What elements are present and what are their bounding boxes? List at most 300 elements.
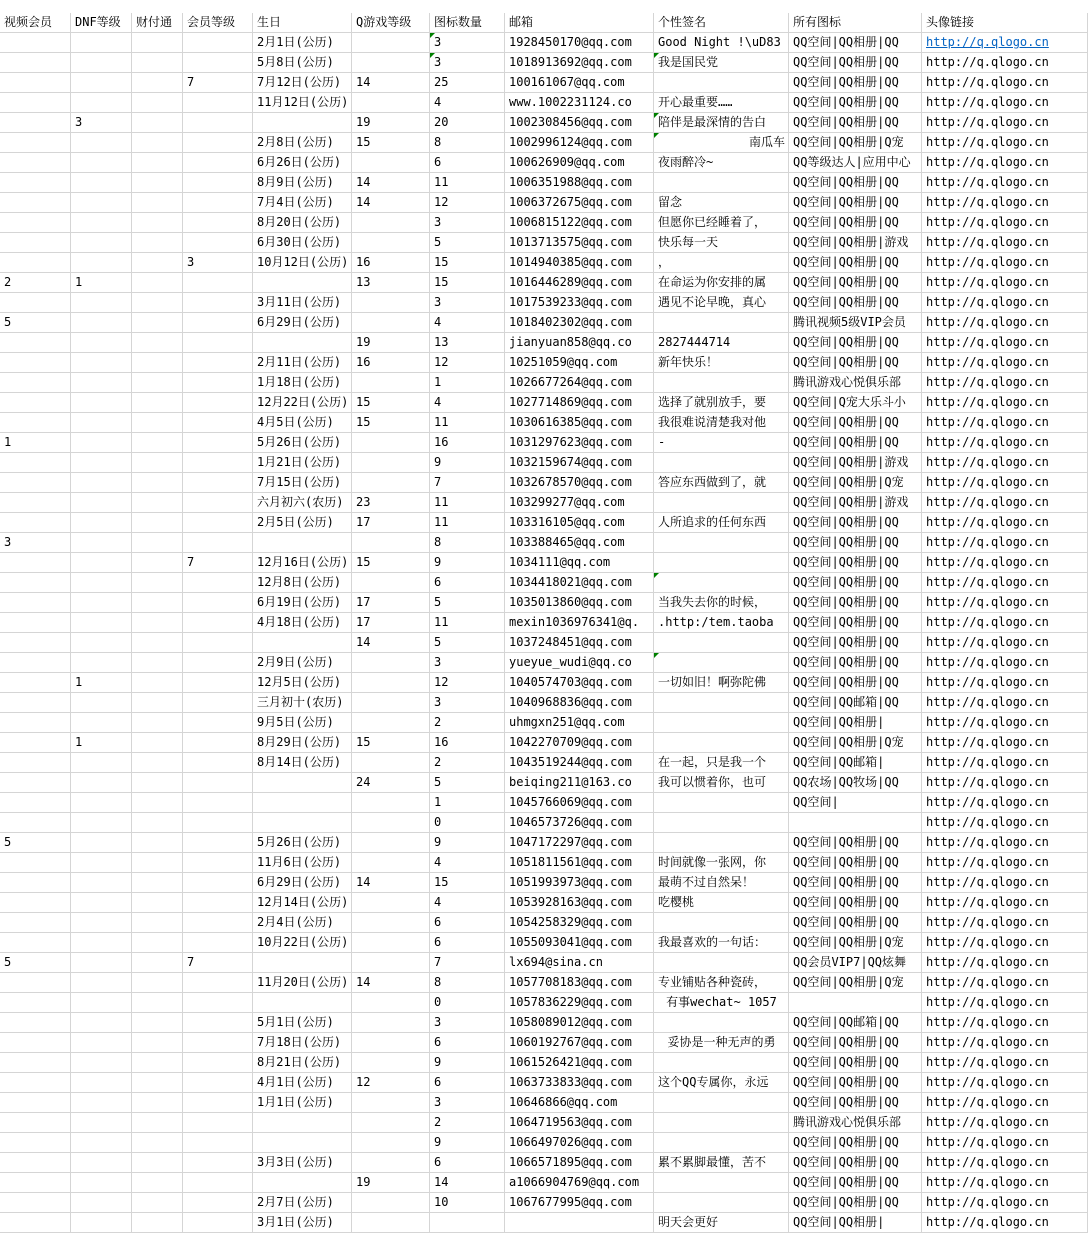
cell-icon_count[interactable]: 25 — [430, 73, 505, 93]
cell-avatar_url[interactable]: http://q.qlogo.cn — [922, 1153, 1088, 1173]
column-header-icon_count[interactable]: 图标数量 — [430, 13, 505, 33]
cell-qgame_level[interactable] — [352, 853, 430, 873]
cell-signature[interactable]: 妥协是一种无声的勇 — [654, 1033, 789, 1053]
cell-video_vip[interactable] — [0, 1213, 71, 1233]
cell-vip_level[interactable] — [183, 1133, 253, 1153]
column-header-avatar_url[interactable]: 头像链接 — [922, 13, 1088, 33]
cell-qgame_level[interactable] — [352, 1093, 430, 1113]
cell-qgame_level[interactable]: 15 — [352, 733, 430, 753]
cell-qgame_level[interactable]: 14 — [352, 173, 430, 193]
cell-video_vip[interactable] — [0, 673, 71, 693]
cell-qgame_level[interactable] — [352, 1153, 430, 1173]
cell-qgame_level[interactable] — [352, 993, 430, 1013]
cell-birthday[interactable]: 7月12日(公历) — [253, 73, 352, 93]
cell-video_vip[interactable] — [0, 1133, 71, 1153]
cell-qgame_level[interactable] — [352, 1193, 430, 1213]
cell-icon_count[interactable]: 11 — [430, 613, 505, 633]
cell-signature[interactable] — [654, 313, 789, 333]
cell-birthday[interactable]: 6月26日(公历) — [253, 153, 352, 173]
cell-signature[interactable] — [654, 453, 789, 473]
cell-video_vip[interactable] — [0, 33, 71, 53]
cell-icon_count[interactable]: 1 — [430, 373, 505, 393]
cell-vip_level[interactable] — [183, 433, 253, 453]
cell-all_icons[interactable]: QQ空间|QQ相册|QQ — [789, 413, 922, 433]
cell-dnf_level[interactable] — [71, 293, 132, 313]
cell-vip_level[interactable]: 7 — [183, 73, 253, 93]
cell-vip_level[interactable] — [183, 133, 253, 153]
cell-icon_count[interactable]: 11 — [430, 493, 505, 513]
cell-tenpay[interactable] — [132, 113, 183, 133]
cell-avatar_url[interactable]: http://q.qlogo.cn — [922, 993, 1088, 1013]
cell-qgame_level[interactable] — [352, 753, 430, 773]
cell-birthday[interactable]: 8月20日(公历) — [253, 213, 352, 233]
cell-tenpay[interactable] — [132, 73, 183, 93]
cell-dnf_level[interactable]: 1 — [71, 733, 132, 753]
cell-dnf_level[interactable] — [71, 553, 132, 573]
cell-icon_count[interactable]: 3 — [430, 293, 505, 313]
cell-icon_count[interactable]: 1 — [430, 793, 505, 813]
cell-qgame_level[interactable]: 19 — [352, 333, 430, 353]
cell-tenpay[interactable] — [132, 1013, 183, 1033]
cell-birthday[interactable]: 3月3日(公历) — [253, 1153, 352, 1173]
cell-tenpay[interactable] — [132, 653, 183, 673]
cell-video_vip[interactable] — [0, 93, 71, 113]
cell-qgame_level[interactable] — [352, 713, 430, 733]
cell-icon_count[interactable]: 3 — [430, 653, 505, 673]
cell-icon_count[interactable]: 11 — [430, 413, 505, 433]
cell-signature[interactable]: 我可以惯着你，也可 — [654, 773, 789, 793]
cell-birthday[interactable]: 三月初十(农历) — [253, 693, 352, 713]
cell-all_icons[interactable] — [789, 993, 922, 1013]
cell-tenpay[interactable] — [132, 613, 183, 633]
cell-email[interactable]: 1928450170@qq.com — [505, 33, 654, 53]
cell-signature[interactable] — [654, 733, 789, 753]
cell-signature[interactable]: 我最喜欢的一句话： — [654, 933, 789, 953]
cell-email[interactable]: 1034418021@qq.com — [505, 573, 654, 593]
cell-tenpay[interactable] — [132, 33, 183, 53]
cell-dnf_level[interactable] — [71, 1013, 132, 1033]
cell-email[interactable]: 1063733833@qq.com — [505, 1073, 654, 1093]
cell-email[interactable]: 1054258329@qq.com — [505, 913, 654, 933]
cell-tenpay[interactable] — [132, 473, 183, 493]
cell-signature[interactable]: 人所追求的任何东西 — [654, 513, 789, 533]
cell-icon_count[interactable]: 6 — [430, 913, 505, 933]
cell-qgame_level[interactable]: 14 — [352, 633, 430, 653]
cell-video_vip[interactable]: 5 — [0, 313, 71, 333]
cell-avatar_url[interactable]: http://q.qlogo.cn — [922, 613, 1088, 633]
cell-video_vip[interactable]: 3 — [0, 533, 71, 553]
cell-vip_level[interactable] — [183, 1213, 253, 1233]
cell-all_icons[interactable]: QQ空间|QQ相册|QQ — [789, 613, 922, 633]
cell-tenpay[interactable] — [132, 833, 183, 853]
cell-vip_level[interactable] — [183, 1093, 253, 1113]
cell-birthday[interactable] — [253, 773, 352, 793]
cell-signature[interactable]: - — [654, 433, 789, 453]
cell-avatar_url[interactable]: http://q.qlogo.cn — [922, 353, 1088, 373]
cell-vip_level[interactable] — [183, 673, 253, 693]
cell-signature[interactable]: 吃樱桃 — [654, 893, 789, 913]
cell-icon_count[interactable]: 4 — [430, 93, 505, 113]
cell-video_vip[interactable] — [0, 413, 71, 433]
cell-birthday[interactable]: 1月18日(公历) — [253, 373, 352, 393]
cell-tenpay[interactable] — [132, 453, 183, 473]
cell-avatar_url[interactable]: http://q.qlogo.cn — [922, 253, 1088, 273]
cell-tenpay[interactable] — [132, 133, 183, 153]
cell-tenpay[interactable] — [132, 513, 183, 533]
cell-video_vip[interactable] — [0, 353, 71, 373]
cell-vip_level[interactable] — [183, 1113, 253, 1133]
cell-email[interactable]: www.1002231124.co — [505, 93, 654, 113]
cell-email[interactable]: 1061526421@qq.com — [505, 1053, 654, 1073]
cell-vip_level[interactable] — [183, 93, 253, 113]
cell-signature[interactable] — [654, 913, 789, 933]
cell-all_icons[interactable]: QQ空间|QQ相册|QQ — [789, 193, 922, 213]
cell-birthday[interactable]: 4月5日(公历) — [253, 413, 352, 433]
cell-video_vip[interactable] — [0, 593, 71, 613]
cell-avatar_url[interactable]: http://q.qlogo.cn — [922, 813, 1088, 833]
cell-qgame_level[interactable]: 16 — [352, 353, 430, 373]
cell-icon_count[interactable]: 3 — [430, 213, 505, 233]
cell-vip_level[interactable] — [183, 1033, 253, 1053]
cell-email[interactable]: 1066571895@qq.com — [505, 1153, 654, 1173]
cell-vip_level[interactable] — [183, 573, 253, 593]
cell-all_icons[interactable]: QQ空间|QQ相册|QQ — [789, 353, 922, 373]
cell-tenpay[interactable] — [132, 233, 183, 253]
cell-email[interactable]: 100161067@qq.com — [505, 73, 654, 93]
cell-signature[interactable] — [654, 373, 789, 393]
cell-signature[interactable] — [654, 1053, 789, 1073]
cell-birthday[interactable]: 6月30日(公历) — [253, 233, 352, 253]
cell-signature[interactable]: ， — [654, 253, 789, 273]
cell-email[interactable]: 1067677995@qq.com — [505, 1193, 654, 1213]
cell-dnf_level[interactable] — [71, 713, 132, 733]
cell-icon_count[interactable]: 2 — [430, 753, 505, 773]
cell-avatar_url[interactable]: http://q.qlogo.cn — [922, 193, 1088, 213]
cell-all_icons[interactable]: QQ空间|QQ相册|QQ — [789, 533, 922, 553]
cell-signature[interactable]: 南瓜车 — [654, 133, 789, 153]
cell-tenpay[interactable] — [132, 533, 183, 553]
cell-vip_level[interactable] — [183, 1013, 253, 1033]
cell-qgame_level[interactable] — [352, 233, 430, 253]
cell-dnf_level[interactable] — [71, 353, 132, 373]
cell-vip_level[interactable] — [183, 313, 253, 333]
cell-dnf_level[interactable] — [71, 473, 132, 493]
cell-email[interactable]: mexin1036976341@q. — [505, 613, 654, 633]
cell-birthday[interactable]: 2月8日(公历) — [253, 133, 352, 153]
cell-qgame_level[interactable] — [352, 1053, 430, 1073]
cell-vip_level[interactable] — [183, 113, 253, 133]
cell-video_vip[interactable] — [0, 513, 71, 533]
cell-email[interactable]: jianyuan858@qq.co — [505, 333, 654, 353]
cell-dnf_level[interactable] — [71, 1173, 132, 1193]
cell-signature[interactable]: 2827444714 — [654, 333, 789, 353]
cell-icon_count[interactable]: 0 — [430, 813, 505, 833]
cell-dnf_level[interactable] — [71, 413, 132, 433]
cell-dnf_level[interactable] — [71, 973, 132, 993]
cell-all_icons[interactable]: QQ空间|QQ相册|QQ — [789, 673, 922, 693]
cell-email[interactable]: 1040574703@qq.com — [505, 673, 654, 693]
cell-vip_level[interactable] — [183, 813, 253, 833]
cell-video_vip[interactable] — [0, 393, 71, 413]
cell-qgame_level[interactable] — [352, 573, 430, 593]
cell-birthday[interactable] — [253, 633, 352, 653]
cell-qgame_level[interactable] — [352, 1113, 430, 1133]
cell-avatar_url[interactable]: http://q.qlogo.cn — [922, 433, 1088, 453]
cell-birthday[interactable] — [253, 273, 352, 293]
cell-avatar_url[interactable]: http://q.qlogo.cn — [922, 1033, 1088, 1053]
cell-birthday[interactable]: 1月21日(公历) — [253, 453, 352, 473]
cell-email[interactable]: 1040968836@qq.com — [505, 693, 654, 713]
cell-dnf_level[interactable] — [71, 1133, 132, 1153]
column-header-signature[interactable]: 个性签名 — [654, 13, 789, 33]
cell-all_icons[interactable]: QQ会员VIP7|QQ炫舞 — [789, 953, 922, 973]
cell-dnf_level[interactable] — [71, 393, 132, 413]
cell-birthday[interactable] — [253, 533, 352, 553]
cell-video_vip[interactable] — [0, 973, 71, 993]
cell-qgame_level[interactable] — [352, 33, 430, 53]
cell-avatar_url[interactable]: http://q.qlogo.cn — [922, 1013, 1088, 1033]
cell-email[interactable] — [505, 1213, 654, 1233]
cell-vip_level[interactable] — [183, 773, 253, 793]
cell-signature[interactable]: 遇见不论早晚，真心 — [654, 293, 789, 313]
cell-video_vip[interactable] — [0, 1193, 71, 1213]
cell-signature[interactable]: 但愿你已经睡着了， — [654, 213, 789, 233]
cell-dnf_level[interactable] — [71, 173, 132, 193]
cell-icon_count[interactable]: 9 — [430, 833, 505, 853]
cell-qgame_level[interactable]: 15 — [352, 553, 430, 573]
cell-video_vip[interactable] — [0, 613, 71, 633]
cell-dnf_level[interactable] — [71, 1213, 132, 1233]
cell-video_vip[interactable] — [0, 853, 71, 873]
cell-icon_count[interactable]: 3 — [430, 1093, 505, 1113]
cell-all_icons[interactable]: QQ空间|QQ相册|QQ — [789, 1133, 922, 1153]
cell-tenpay[interactable] — [132, 1213, 183, 1233]
cell-icon_count[interactable]: 2 — [430, 713, 505, 733]
cell-icon_count[interactable]: 16 — [430, 433, 505, 453]
cell-all_icons[interactable]: QQ空间|QQ邮箱|QQ — [789, 693, 922, 713]
cell-video_vip[interactable] — [0, 253, 71, 273]
cell-all_icons[interactable]: 腾讯游戏心悦俱乐部 — [789, 373, 922, 393]
cell-icon_count[interactable]: 9 — [430, 1053, 505, 1073]
cell-birthday[interactable]: 8月29日(公历) — [253, 733, 352, 753]
cell-tenpay[interactable] — [132, 873, 183, 893]
cell-icon_count[interactable]: 7 — [430, 953, 505, 973]
cell-signature[interactable]: 我很难说清楚我对他 — [654, 413, 789, 433]
cell-icon_count[interactable]: 6 — [430, 1073, 505, 1093]
cell-avatar_url[interactable]: http://q.qlogo.cn — [922, 893, 1088, 913]
cell-dnf_level[interactable] — [71, 213, 132, 233]
cell-qgame_level[interactable]: 19 — [352, 113, 430, 133]
cell-avatar_url[interactable]: http://q.qlogo.cn — [922, 1113, 1088, 1133]
cell-signature[interactable]: 最萌不过自然呆！ — [654, 873, 789, 893]
cell-icon_count[interactable]: 12 — [430, 353, 505, 373]
cell-avatar_url[interactable]: http://q.qlogo.cn — [922, 733, 1088, 753]
cell-avatar_url[interactable]: http://q.qlogo.cn — [922, 933, 1088, 953]
cell-email[interactable]: 1045766069@qq.com — [505, 793, 654, 813]
cell-qgame_level[interactable] — [352, 673, 430, 693]
cell-video_vip[interactable] — [0, 333, 71, 353]
cell-video_vip[interactable] — [0, 493, 71, 513]
cell-email[interactable]: 1066497026@qq.com — [505, 1133, 654, 1153]
cell-icon_count[interactable]: 14 — [430, 1173, 505, 1193]
cell-icon_count[interactable]: 16 — [430, 733, 505, 753]
cell-icon_count[interactable]: 15 — [430, 873, 505, 893]
cell-avatar_url[interactable]: http://q.qlogo.cn — [922, 533, 1088, 553]
cell-vip_level[interactable] — [183, 933, 253, 953]
cell-qgame_level[interactable] — [352, 953, 430, 973]
cell-email[interactable]: 1006372675@qq.com — [505, 193, 654, 213]
cell-dnf_level[interactable] — [71, 893, 132, 913]
cell-signature[interactable] — [654, 1193, 789, 1213]
cell-birthday[interactable]: 3月11日(公历) — [253, 293, 352, 313]
cell-dnf_level[interactable]: 1 — [71, 673, 132, 693]
cell-dnf_level[interactable] — [71, 1033, 132, 1053]
cell-video_vip[interactable] — [0, 573, 71, 593]
cell-vip_level[interactable] — [183, 713, 253, 733]
cell-email[interactable]: 1002308456@qq.com — [505, 113, 654, 133]
cell-email[interactable]: 1027714869@qq.com — [505, 393, 654, 413]
cell-video_vip[interactable] — [0, 153, 71, 173]
cell-tenpay[interactable] — [132, 253, 183, 273]
cell-video_vip[interactable]: 1 — [0, 433, 71, 453]
cell-video_vip[interactable] — [0, 193, 71, 213]
cell-dnf_level[interactable] — [71, 253, 132, 273]
cell-email[interactable]: 1053928163@qq.com — [505, 893, 654, 913]
cell-tenpay[interactable] — [132, 593, 183, 613]
cell-qgame_level[interactable] — [352, 793, 430, 813]
cell-all_icons[interactable]: QQ空间|QQ相册|Q宠 — [789, 973, 922, 993]
cell-birthday[interactable] — [253, 813, 352, 833]
cell-video_vip[interactable] — [0, 1073, 71, 1093]
cell-birthday[interactable]: 6月19日(公历) — [253, 593, 352, 613]
cell-email[interactable]: 1017539233@qq.com — [505, 293, 654, 313]
cell-vip_level[interactable] — [183, 733, 253, 753]
cell-birthday[interactable]: 4月1日(公历) — [253, 1073, 352, 1093]
cell-email[interactable]: 1026677264@qq.com — [505, 373, 654, 393]
cell-icon_count[interactable]: 9 — [430, 1133, 505, 1153]
cell-birthday[interactable]: 7月15日(公历) — [253, 473, 352, 493]
cell-all_icons[interactable]: QQ空间|Q宠大乐斗小 — [789, 393, 922, 413]
cell-tenpay[interactable] — [132, 553, 183, 573]
cell-dnf_level[interactable] — [71, 133, 132, 153]
cell-tenpay[interactable] — [132, 993, 183, 1013]
cell-signature[interactable] — [654, 553, 789, 573]
cell-tenpay[interactable] — [132, 1113, 183, 1133]
cell-all_icons[interactable]: QQ空间|QQ相册|QQ — [789, 1033, 922, 1053]
cell-icon_count[interactable]: 11 — [430, 513, 505, 533]
cell-avatar_url[interactable]: http://q.qlogo.cn — [922, 873, 1088, 893]
cell-signature[interactable] — [654, 653, 789, 673]
cell-dnf_level[interactable] — [71, 333, 132, 353]
cell-signature[interactable] — [654, 1113, 789, 1133]
cell-signature[interactable] — [654, 1173, 789, 1193]
cell-email[interactable]: 1051811561@qq.com — [505, 853, 654, 873]
cell-dnf_level[interactable] — [71, 913, 132, 933]
cell-dnf_level[interactable]: 1 — [71, 273, 132, 293]
cell-all_icons[interactable]: QQ空间|QQ相册|QQ — [789, 253, 922, 273]
cell-dnf_level[interactable] — [71, 493, 132, 513]
cell-signature[interactable] — [654, 813, 789, 833]
cell-icon_count[interactable]: 8 — [430, 973, 505, 993]
cell-signature[interactable] — [654, 573, 789, 593]
cell-qgame_level[interactable] — [352, 433, 430, 453]
cell-birthday[interactable] — [253, 953, 352, 973]
cell-qgame_level[interactable]: 14 — [352, 873, 430, 893]
cell-vip_level[interactable] — [183, 493, 253, 513]
cell-avatar_url[interactable]: http://q.qlogo.cn — [922, 133, 1088, 153]
cell-video_vip[interactable] — [0, 173, 71, 193]
cell-avatar_url[interactable]: http://q.qlogo.cn — [922, 553, 1088, 573]
cell-dnf_level[interactable] — [71, 573, 132, 593]
cell-qgame_level[interactable]: 14 — [352, 973, 430, 993]
cell-icon_count[interactable]: 0 — [430, 993, 505, 1013]
cell-dnf_level[interactable] — [71, 53, 132, 73]
cell-qgame_level[interactable] — [352, 373, 430, 393]
cell-tenpay[interactable] — [132, 753, 183, 773]
cell-dnf_level[interactable] — [71, 453, 132, 473]
cell-all_icons[interactable]: QQ空间|QQ相册|QQ — [789, 653, 922, 673]
cell-vip_level[interactable] — [183, 1153, 253, 1173]
cell-video_vip[interactable] — [0, 133, 71, 153]
column-header-qgame_level[interactable]: Q游戏等级 — [352, 13, 430, 33]
cell-avatar_url[interactable]: http://q.qlogo.cn — [922, 493, 1088, 513]
cell-email[interactable]: 1013713575@qq.com — [505, 233, 654, 253]
cell-icon_count[interactable]: 3 — [430, 53, 505, 73]
cell-signature[interactable] — [654, 833, 789, 853]
cell-avatar_url[interactable]: http://q.qlogo.cn — [922, 593, 1088, 613]
cell-tenpay[interactable] — [132, 313, 183, 333]
cell-birthday[interactable]: 2月7日(公历) — [253, 1193, 352, 1213]
cell-qgame_level[interactable] — [352, 1133, 430, 1153]
cell-signature[interactable]: 快乐每一天 — [654, 233, 789, 253]
cell-avatar_url[interactable]: http://q.qlogo.cn — [922, 1173, 1088, 1193]
cell-dnf_level[interactable] — [71, 93, 132, 113]
cell-dnf_level[interactable] — [71, 513, 132, 533]
cell-all_icons[interactable]: QQ空间|QQ相册|QQ — [789, 873, 922, 893]
cell-icon_count[interactable]: 9 — [430, 453, 505, 473]
cell-vip_level[interactable] — [183, 973, 253, 993]
cell-all_icons[interactable]: QQ空间|QQ相册|QQ — [789, 893, 922, 913]
cell-vip_level[interactable] — [183, 473, 253, 493]
cell-avatar_url[interactable]: http://q.qlogo.cn — [922, 793, 1088, 813]
cell-email[interactable]: 1032159674@qq.com — [505, 453, 654, 473]
cell-all_icons[interactable]: QQ空间|QQ相册|QQ — [789, 333, 922, 353]
cell-tenpay[interactable] — [132, 493, 183, 513]
cell-vip_level[interactable] — [183, 1053, 253, 1073]
cell-dnf_level[interactable] — [71, 853, 132, 873]
cell-birthday[interactable]: 2月5日(公历) — [253, 513, 352, 533]
cell-qgame_level[interactable]: 23 — [352, 493, 430, 513]
cell-avatar_url[interactable]: http://q.qlogo.cn — [922, 573, 1088, 593]
cell-tenpay[interactable] — [132, 213, 183, 233]
cell-icon_count[interactable]: 11 — [430, 173, 505, 193]
cell-video_vip[interactable] — [0, 233, 71, 253]
cell-tenpay[interactable] — [132, 93, 183, 113]
cell-video_vip[interactable] — [0, 693, 71, 713]
cell-qgame_level[interactable] — [352, 313, 430, 333]
cell-avatar_url[interactable]: http://q.qlogo.cn — [922, 713, 1088, 733]
column-header-email[interactable]: 邮箱 — [505, 13, 654, 33]
cell-signature[interactable]: 有事wechat~ 1057 — [654, 993, 789, 1013]
cell-signature[interactable]: 在一起，只是我一个 — [654, 753, 789, 773]
cell-vip_level[interactable] — [183, 693, 253, 713]
cell-avatar_url[interactable]: http://q.qlogo.cn — [922, 93, 1088, 113]
cell-vip_level[interactable] — [183, 453, 253, 473]
cell-vip_level[interactable]: 7 — [183, 953, 253, 973]
cell-tenpay[interactable] — [132, 1073, 183, 1093]
cell-all_icons[interactable]: QQ空间|QQ相册|QQ — [789, 1153, 922, 1173]
cell-tenpay[interactable] — [132, 413, 183, 433]
